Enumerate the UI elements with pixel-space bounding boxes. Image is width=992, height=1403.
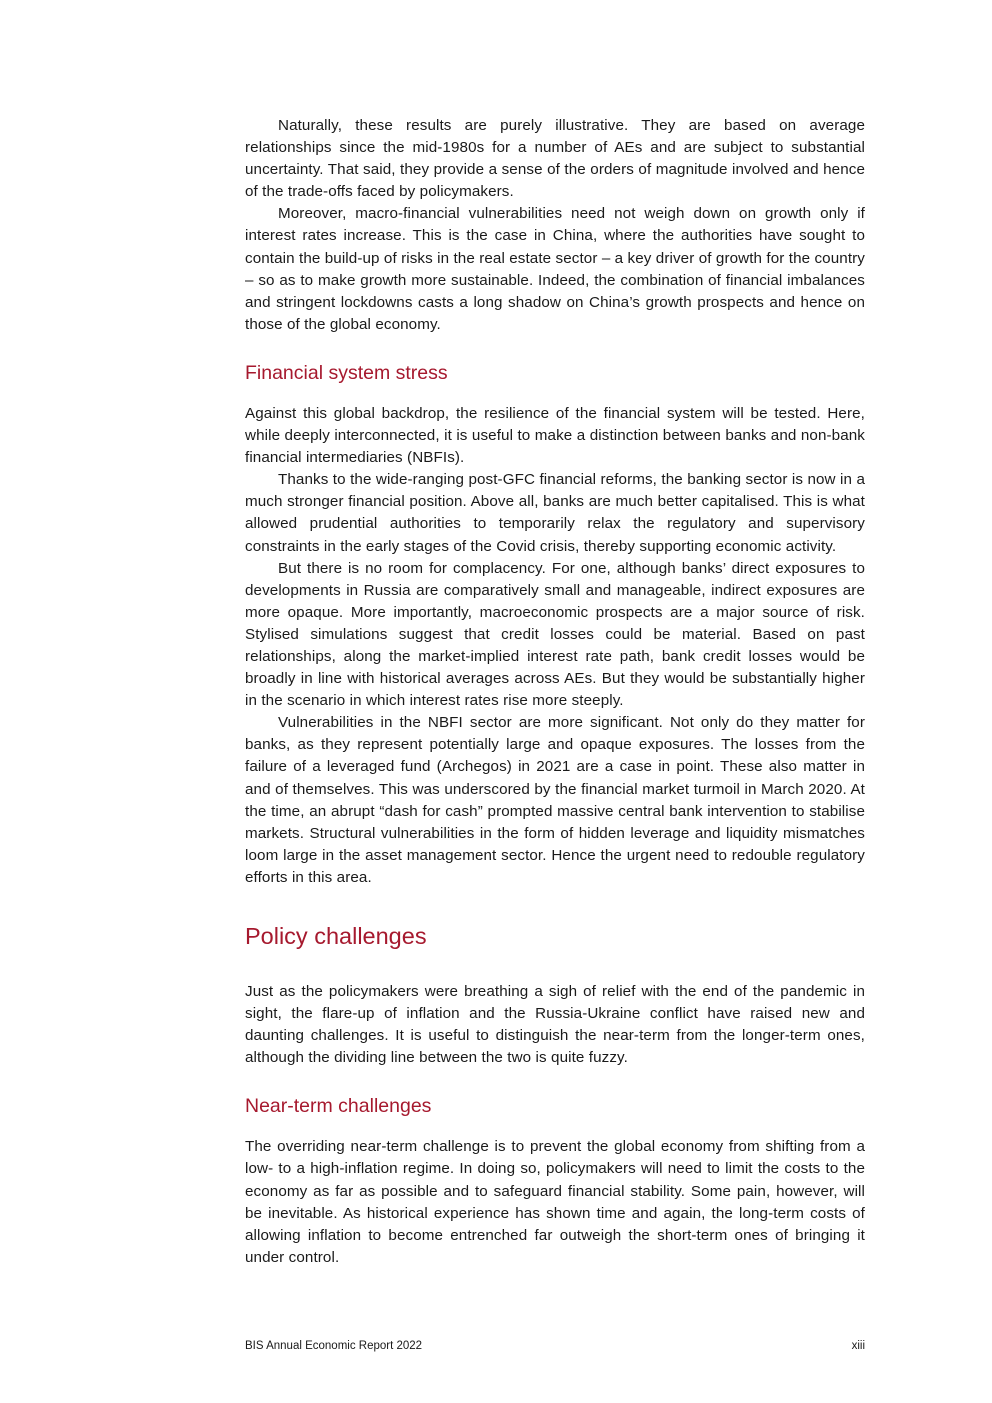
paragraph: Just as the policymakers were breathing a sigh of relief with the end of the pandemic in sight, the flare-up of inflation and the Russia-Ukraine conflict have raised new and daunting challenges. It is useful to distinguish the near-term from the longer-term ones, although the dividing line between the two is quite fuzzy. — [245, 983, 865, 1067]
paragraph: But there is no room for complacency. For one, although banks’ direct exposures to developments in Russia are comparatively small and manageable, indirect exposures are more opaque. More importantly, macroeconomic prospects are a major source of risk. Stylised simulations suggest that credit losses could be material. Based on past relationships, along the market-implied interest rate path, bank credit losses would be broadly in line with historical averages across AEs. But they would be substantially higher in the scenario in which interest rates rise more steeply. — [245, 559, 865, 710]
footer-publication-title: BIS Annual Economic Report 2022 — [245, 1340, 423, 1352]
paragraph: Moreover, macro-financial vulnerabilities need not weigh down on growth only if interest rates increase. This is the case in China, where the authorities have sought to contain the build-up of risks in the real estate sector – a key driver of growth for the country – so as to make growth more sustainable. Indeed, the combination of financial imbalances and stringent lockdowns casts a long shadow on China’s growth prospects and hence on those of the global economy. — [245, 205, 865, 333]
footer-page-number: xiii — [851, 1340, 865, 1352]
paragraph: Thanks to the wide-ranging post-GFC financial reforms, the banking sector is now in a much stronger financial position. Above all, banks are much better capitalised. This is what allowed prudential authorities to temporarily relax the regulatory and supervisory constraints in the early stages of the Covid crisis, thereby supporting economic activity. — [245, 471, 865, 555]
section-heading-financial-system-stress: Financial system stress — [245, 361, 448, 384]
page-body — [245, 115, 865, 1269]
section-heading-near-term-challenges: Near-term challenges — [245, 1095, 432, 1118]
section-heading-policy-challenges: Policy challenges — [245, 923, 427, 949]
paragraph: The overriding near-term challenge is to prevent the global economy from shifting from a low- to a high-inflation regime. In doing so, policymakers will need to limit the costs to the economy as far as possible and to safeguard financial stability. Some pain, however, will be inevitable. As historical experience has shown time and again, the long-term costs of allowing inflation to become entrenched far outweigh the short-term ones of bringing it under control. — [245, 1138, 865, 1266]
paragraph: Vulnerabilities in the NBFI sector are more significant. Not only do they matter for banks, as they represent potentially large and opaque exposures. The losses from the failure of a leveraged fund (Archegos) in 2021 are a case in point. These also matter in and of themselves. This was underscored by the financial market turmoil in March 2020. At the time, an abrupt “dash for cash” prompted massive central bank intervention to stabilise markets. Structural vulnerabilities in the form of hidden leverage and liquidity mismatches loom large in the asset management sector. Hence the urgent need to redouble regulatory efforts in this area. — [245, 714, 865, 886]
paragraph: Against this global backdrop, the resilience of the financial system will be tested. Here, while deeply interconnected, it is useful to make a distinction between banks and non-bank financial intermediaries (NBFIs). — [245, 404, 865, 467]
paragraph: Naturally, these results are purely illustrative. They are based on average relationships since the mid-1980s for a number of AEs and are subject to substantial uncertainty. That said, they provide a sense of the orders of magnitude involved and hence of the trade-offs faced by policymakers. — [245, 117, 865, 201]
